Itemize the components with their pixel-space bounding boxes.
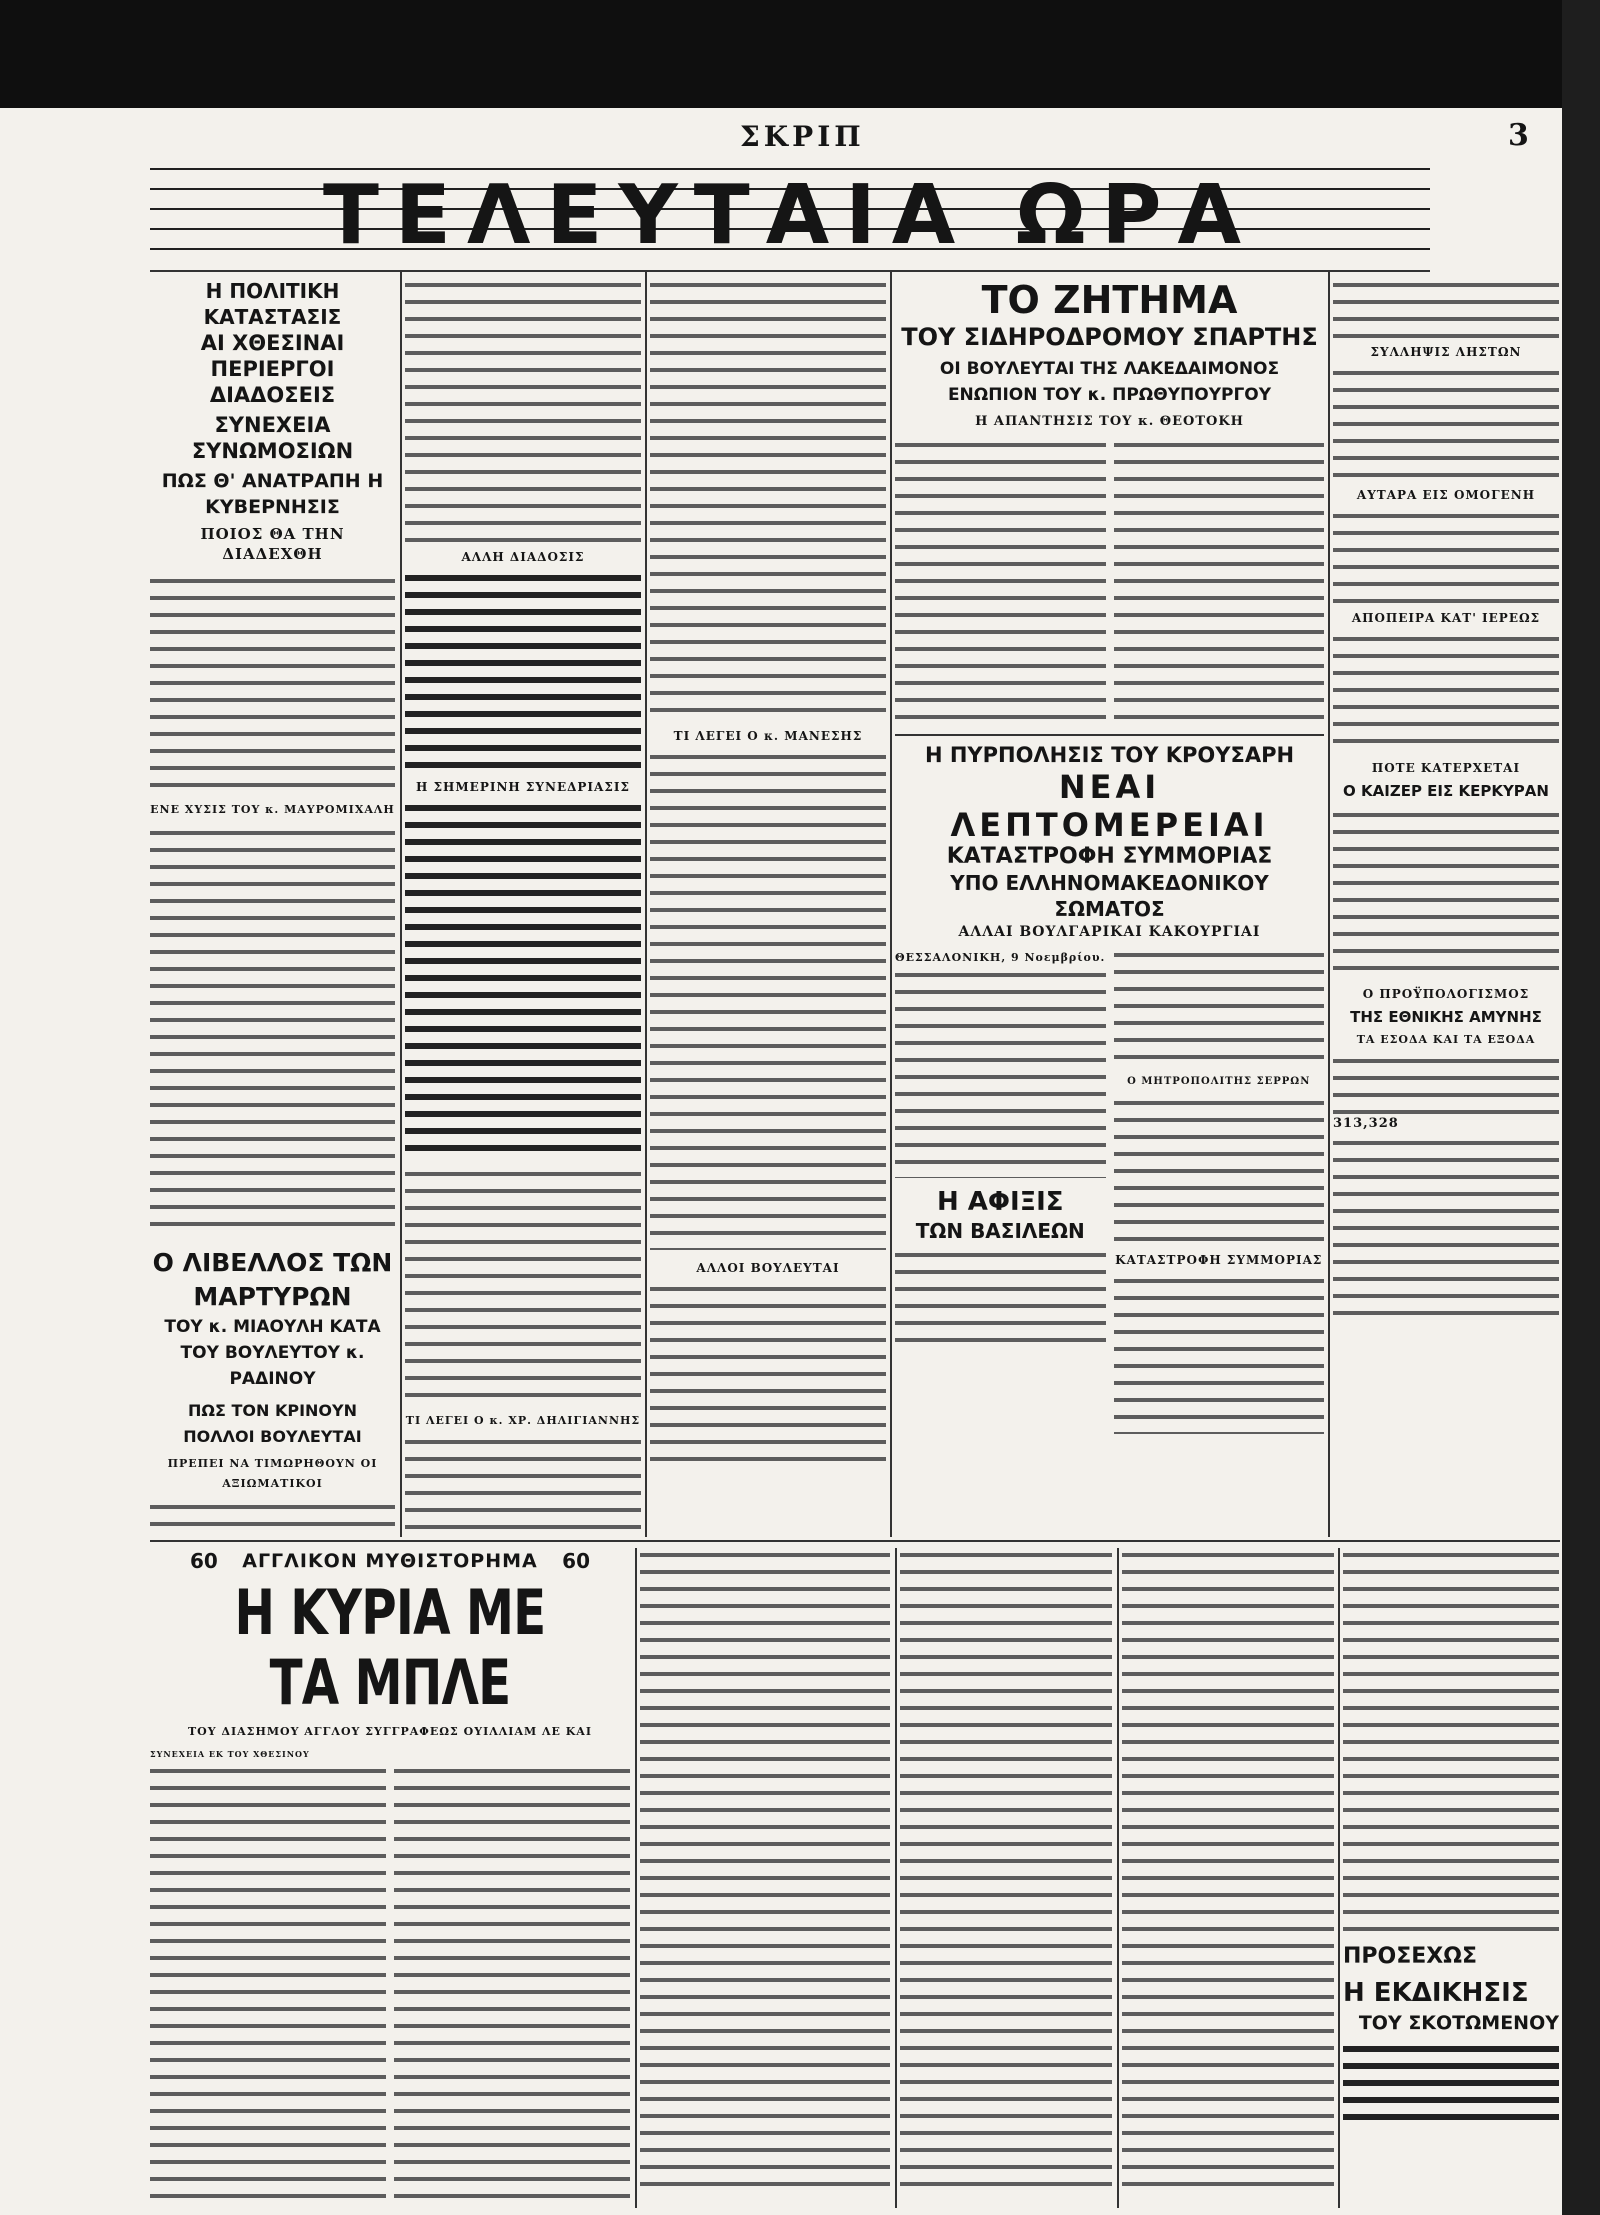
article-text-block [405,278,641,543]
novel-text-block [1122,1548,1334,2198]
subhead: ΤΙ ΛΕΓΕΙ Ο κ. ΧΡ. ΔΗΛΙΓΙΑΝΝΗΣ [405,1414,641,1427]
story-headline: Ο ΛΙΒΕΛΛΟΣ ΤΩΝ ΜΑΡΤΥΡΩΝ [152,1248,393,1311]
article-text-block [405,1435,641,1536]
article-text-block [1333,278,1559,338]
novel-author: ΤΟΥ ΔΙΑΣΗΜΟΥ ΑΓΓΛΟΥ ΣΥΓΓΡΑΦΕΩΣ ΟΥΙΛΛΙΑΜ ΛΕ ΚΑΙ [188,1725,592,1738]
deck: ΠΟΙΟΣ ΘΑ ΤΗΝ ΔΙΑΔΕΧΘΗ [200,525,345,563]
story-deck: ΚΑΤΑΣΤΡΟΦΗ ΣΥΜΜΟΡΙΑΣ [946,844,1273,869]
novel-text-block [640,1548,890,2198]
article-text-block [1333,1054,1559,1114]
story-deck: ΤΩΝ ΒΑΣΙΛΕΩΝ [915,1219,1085,1243]
article-text-block [405,801,641,1161]
novel-title: Η ΚΥΡΙΑ ΜΕ ΤΑ ΜΠΛΕ [234,1576,546,1719]
story-rule [895,734,1324,736]
story-deck: ΑΛΛΑΙ ΒΟΥΛΓΑΡΙΚΑΙ ΚΑΚΟΥΡΓΙΑΙ [958,924,1261,940]
article-text-block [1333,1136,1559,1321]
story-deck: ΟΙ ΒΟΥΛΕΥΤΑΙ ΤΗΣ ΛΑΚΕΔΑΙΜΟΝΟΣ [939,359,1280,379]
column-4 [895,278,1324,1536]
brief-headline: ΣΥΛΛΗΨΙΣ ΛΗΣΤΩΝ [1370,345,1522,359]
subhead: Η ΣΗΜΕΡΙΝΗ ΣΥΝΕΔΡΙΑΣΙΣ [416,780,630,794]
column-rule [895,1548,897,2208]
article-text-block [1343,1548,1559,1938]
article-text-block [150,826,395,1236]
column-2 [405,278,641,1536]
novel-continued: ΣΥΝΕΧΕΙΑ ΕΚ ΤΟΥ ΧΘΕΣΙΝΟΥ [150,1749,310,1759]
subhead: Ο ΜΗΤΡΟΠΟΛΙΤΗΣ ΣΕΡΡΩΝ [1127,1076,1311,1087]
story-sub: ΠΩΣ ΤΟΝ ΚΡΙΝΟΥΝ ΠΟΛΛΟΙ ΒΟΥΛΕΥΤΑΙ [183,1401,362,1446]
article-text-block [1333,632,1559,752]
column-rule [635,1548,637,2208]
story-deck: ΤΟΥ ΣΙΔΗΡΟΔΡΟΜΟΥ ΣΠΑΡΤΗΣ [901,323,1318,351]
novel-text-block [900,1548,1112,2198]
deck: ΠΩΣ Θ' ΑΝΑΤΡΑΠΗ Η ΚΥΒΕΡΝΗΣΙΣ [161,470,384,518]
article-text-block [1333,509,1559,604]
story-headline: Η ΠΥΡΠΟΛΗΣΙΣ ΤΟΥ ΚΡΟΥΣΑΡΗ [924,743,1295,767]
deck: ΣΥΝΕΧΕΙΑ ΣΥΝΩΜΟΣΙΩΝ [191,413,354,463]
story-deck: ΤΟΥ κ. ΜΙΑΟΥΛΗ ΚΑΤΑ ΤΟΥ ΒΟΥΛΕΥΤΟΥ κ. ΡΑΔΙΝΟΥ [164,1317,381,1389]
article-text-block [405,571,641,771]
article-text-block [895,1248,1106,1348]
article-text-block [1333,808,1559,978]
brief-headline: ΑΥΤΑΡΑ ΕΙΣ ΟΜΟΓΕΝΗ [1356,488,1536,502]
subhead: ΤΙ ΛΕΓΕΙ Ο κ. ΜΑΝΕΣΗΣ [673,729,863,743]
text-column [1114,948,1325,1434]
article-text-block [895,438,1106,728]
brief-headline: Ο ΚΑΙΖΕΡ ΕΙΣ ΚΕΡΚΥΡΑΝ [1343,782,1549,800]
column-rule [1328,272,1330,1537]
subhead: ΚΑΤΑΣΤΡΟΦΗ ΣΥΜΜΟΡΙΑΣ [1115,1253,1323,1267]
novel-number: 60 [190,1549,218,1573]
column-rule [645,272,647,1537]
column-rule [1338,1548,1340,2208]
subhead: ΑΛΛΗ ΔΙΑΔΟΣΙΣ [461,550,585,564]
article-text-block [405,1167,641,1407]
banner-rule [150,270,1430,272]
story-deck: ΕΝΩΠΙΟΝ ΤΟΥ κ. ΠΡΩΘΥΠΟΥΡΓΟΥ [947,385,1272,405]
article-text-block [1114,1274,1325,1434]
brief-headline: ΤΑ ΕΣΟΔΑ ΚΑΙ ΤΑ ΕΞΟΔΑ [1356,1033,1536,1046]
brief-headline: ΠΟΤΕ ΚΑΤΕΡΧΕΤΑΙ [1371,761,1521,775]
column-1 [150,278,395,1536]
article-text-block [1114,1096,1325,1246]
page-number: 3 [1508,118,1529,153]
novel-column [1122,1548,1334,2208]
brief-headline: ΑΠΟΠΕΙΡΑ ΚΑΤ' ΙΕΡΕΩΣ [1351,611,1541,625]
column-rule [890,272,892,1537]
budget-amount: 313,328 [1333,1116,1399,1131]
brief-headline: Ο ΠΡΟΫΠΟΛΟΓΙΣΜΟΣ [1362,987,1530,1001]
article-text-block [1343,2042,1559,2122]
article-text-block [895,968,1106,1178]
article-text-block [650,278,886,718]
column-5 [1333,278,1559,1536]
article-text-block [650,750,886,1250]
novel-text-block [150,1764,386,2208]
story-headline: Η ΑΦΙΞΙΣ [936,1187,1064,1217]
notice-subtitle: ΤΟΥ ΣΚΟΤΩΜΕΝΟΥ [1358,2012,1559,2034]
two-col-text [895,948,1324,1434]
novel-number: 60 [562,1549,590,1573]
column-rule [1117,1548,1119,2208]
article-text-block [150,1500,395,1536]
story-deck: ΝΕΑΙ ΛΕΠΤΟΜΕΡΕΙΑΙ [950,768,1269,844]
brief-headline: ΤΗΣ ΕΘΝΙΚΗΣ ΑΜΥΝΗΣ [1350,1008,1542,1026]
novel-column [150,1548,630,2208]
subhead: ΑΛΛΟΙ ΒΟΥΛΕΥΤΑΙ [696,1261,840,1275]
scan-edge [1562,0,1600,2215]
novel-label-row [150,1548,630,1574]
story-deck: ΥΠΟ ΕΛΛΗΝΟΜΑΚΕΔΟΝΙΚΟΥ ΣΩΜΑΤΟΣ [950,871,1269,921]
novel-column [900,1548,1112,2208]
story-sub: ΠΡΕΠΕΙ ΝΑ ΤΙΜΩΡΗΘΟΥΝ ΟΙ ΑΞΙΩΜΑΤΙΚΟΙ [167,1457,378,1490]
two-col-text [150,1760,630,2208]
main-headline: ΑΙ ΧΘΕΣΙΝΑΙ ΠΕΡΙΕΡΓΟΙ ΔΙΑΔΟΣΕΙΣ [200,331,345,407]
article-text-block [650,1282,886,1472]
article-text-block [1333,366,1559,481]
article-text-block [1114,438,1325,728]
section-rule [150,1540,1560,1542]
novel-text-block [394,1764,630,2208]
text-column [895,948,1106,1434]
column-5-bottom [1343,1548,1559,2208]
scan-dark-band [0,0,1562,108]
article-text-block [1114,948,1325,1068]
notice-heading: ΠΡΟΣΕΧΩΣ [1343,1944,1477,1969]
subhead: ΕΝΕ ΧΥΣΙΣ ΤΟΥ κ. ΜΑΥΡΟΜΙΧΑΛΗ [150,803,395,816]
section-banner: ΤΕΛΕΥΤΑΙΑ ΩΡΑ [323,168,1257,263]
column-3 [650,278,886,1536]
novel-column [640,1548,890,2208]
dateline: ΘΕΣΣΑΛΟΝΙΚΗ, 9 Νοεμβρίου. [895,951,1106,964]
masthead: ΣΚΡΙΠ [740,120,865,153]
kicker: Η ΠΟΛΙΤΙΚΗ ΚΑΤΑΣΤΑΣΙΣ [203,279,342,329]
notice-title: Η ΕΚΔΙΚΗΣΙΣ [1343,1978,1529,2008]
story-deck: Η ΑΠΑΝΤΗΣΙΣ ΤΟΥ κ. ΘΕΟΤΟΚΗ [975,414,1244,429]
column-rule [400,272,402,1537]
article-text-block [150,574,395,794]
novel-label: ΑΓΓΛΙΚΟΝ ΜΥΘΙΣΤΟΡΗΜΑ [242,1550,538,1572]
story-headline: ΤΟ ΖΗΤΗΜΑ [981,278,1238,322]
two-col-text [895,438,1324,728]
